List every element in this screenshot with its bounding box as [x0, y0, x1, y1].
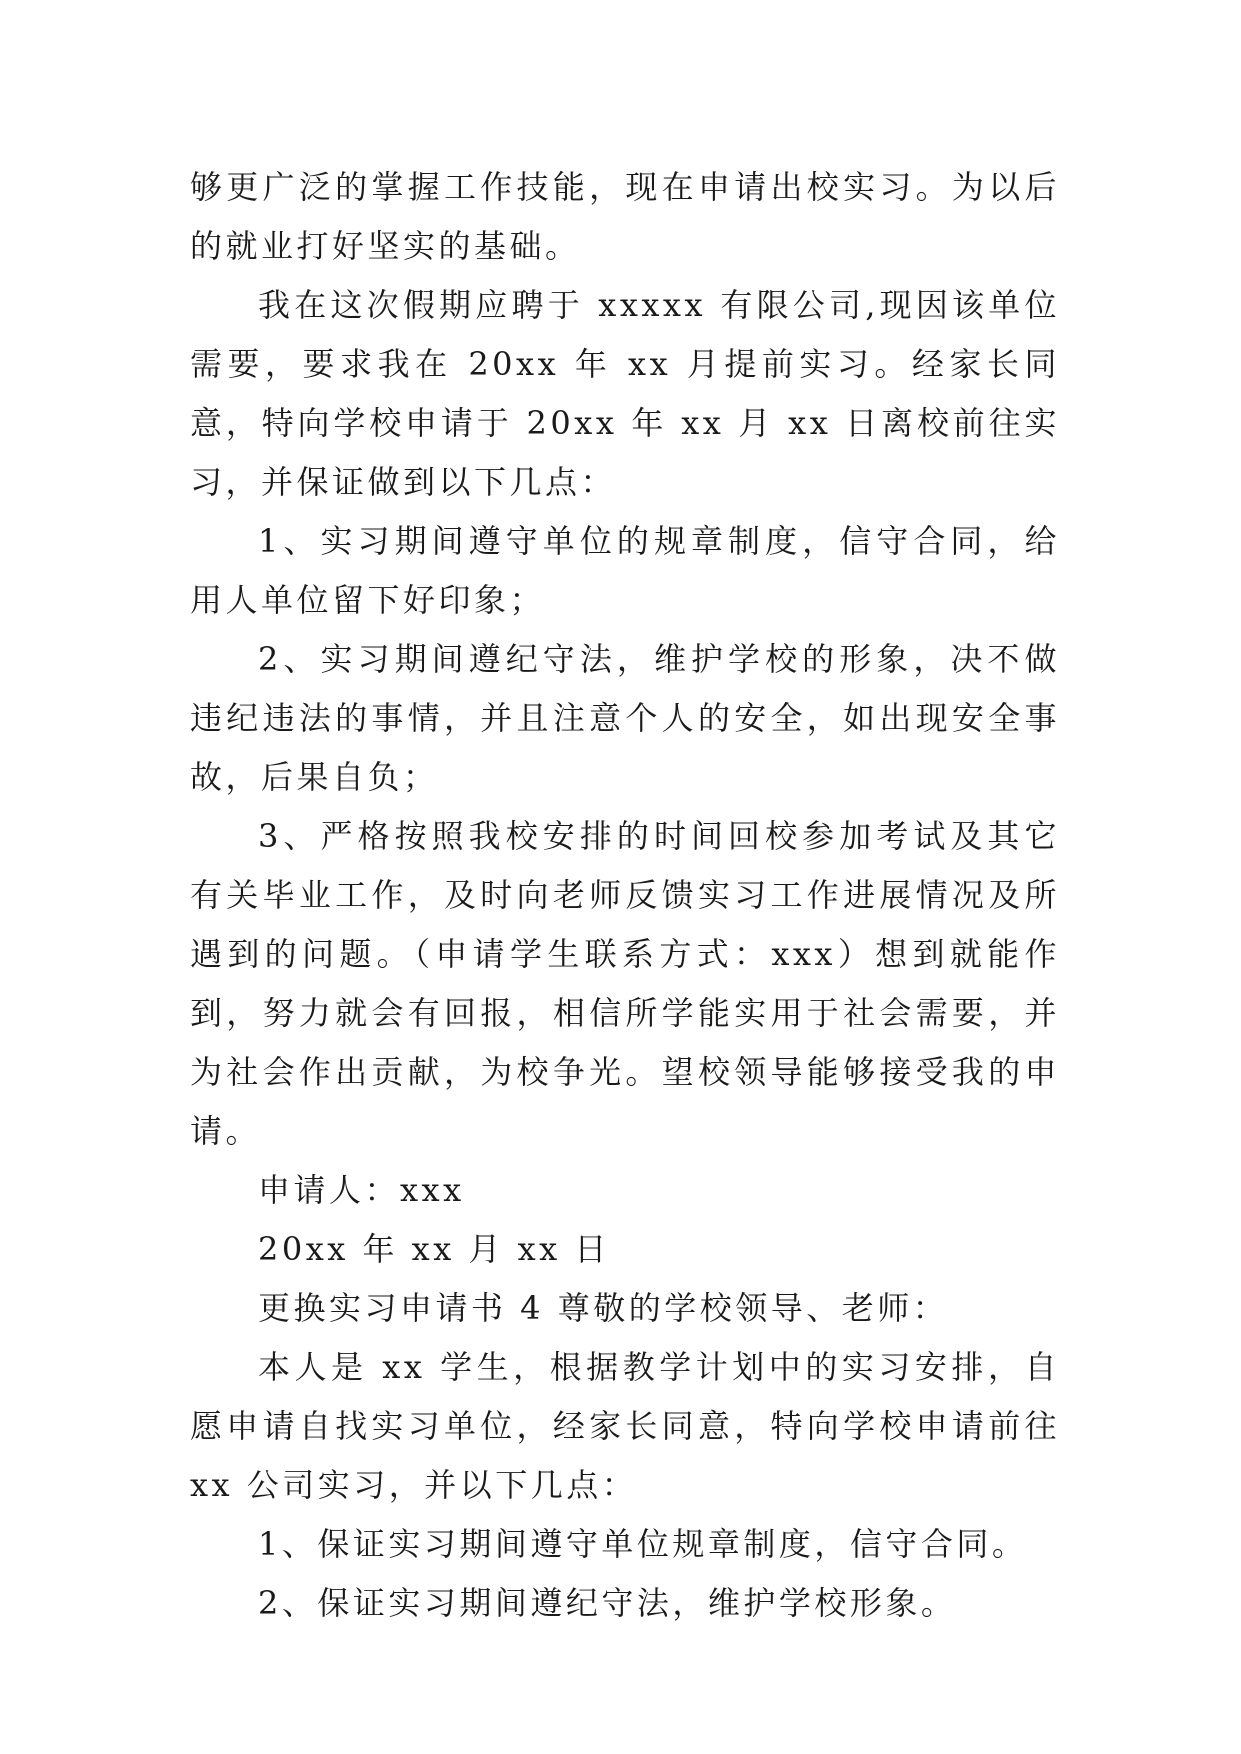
letter-4-salutation: 更换实习申请书 4 尊敬的学校领导、老师：: [258, 1289, 949, 1327]
paragraph-pledge-1: 1、实习期间遵守单位的规章制度，信守合同，给用人单位留下好印象；: [190, 522, 1060, 619]
paragraph-internship-intro: 我在这次假期应聘于 xxxxx 有限公司,现因该单位需要，要求我在 20xx 年 xx 月提前实习。经家长同意，特向学校申请于 20xx 年 xx 月 xx 日离校前往实习，并保证做到以下几点：: [190, 286, 1060, 501]
signature-date: 20xx 年 xx 月 xx 日: [258, 1230, 610, 1268]
letter-4-pledge-1: 1、保证实习期间遵守单位规章制度，信守合同。: [258, 1525, 1028, 1563]
document-body: [190, 158, 1060, 1633]
letter-4-pledge-2: 2、保证实习期间遵纪守法，维护学校形象。: [258, 1584, 957, 1622]
letter-4-intro: 本人是 xx 学生，根据教学计划中的实习安排，自愿申请自找实习单位，经家长同意，特向学校申请前往 xx 公司实习，并以下几点：: [190, 1348, 1060, 1504]
paragraph-pledge-3: 3、严格按照我校安排的时间回校参加考试及其它有关毕业工作，及时向老师反馈实习工作进展情况及所遇到的问题。（申请学生联系方式：xxx）想到就能作到，努力就会有回报，相信所学能实用于社会需要，并为社会作出贡献，为校争光。望校领导能够接受我的申请。: [190, 817, 1060, 1150]
applicant-signature: 申请人：xxx: [258, 1171, 465, 1209]
paragraph-continuation: 够更广泛的掌握工作技能，现在申请出校实习。为以后的就业打好坚实的基础。: [190, 168, 1060, 265]
paragraph-pledge-2: 2、实习期间遵纪守法，维护学校的形象，决不做违纪违法的事情，并且注意个人的安全，如出现安全事故，后果自负；: [190, 640, 1060, 796]
